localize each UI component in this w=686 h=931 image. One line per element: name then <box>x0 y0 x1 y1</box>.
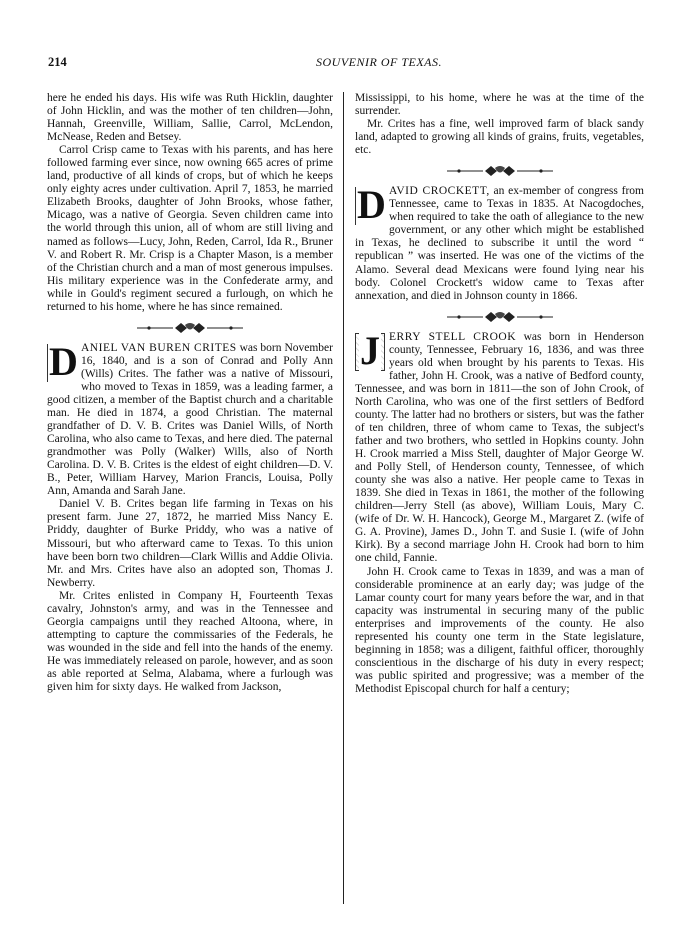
ornament-divider-icon <box>445 311 555 323</box>
page-number: 214 <box>48 55 67 69</box>
section-ornament <box>355 303 644 331</box>
ornament-divider-icon <box>445 165 555 177</box>
paragraph: Carrol Crisp came to Texas with his parents, and has here followed farming ever since, now owning 665 acres of prime land, productive of all kinds of crops, but of which he keeps only eighty acres under cultivation. April 7, 1853, he married Elizabeth Brooks, daughter of John Brooks, whose father, Micago, was a native of Georgia. Seven children came into the world through this union, all of whom are still living and named as follows—Lucy, John, Reden, Carrol, Ida R., Bruner V. and Robert R. Mr. Crisp is a Chapter Mason, is a member of the Christian church and a man of most generous impulses. His military experience was in the Confederate army, and while in Gould's regiment secured a furlough, on which he returned to his home, where he has since remained. <box>47 144 333 313</box>
paragraph: Mr. Crites has a fine, well improved farm of black sandy land, adapted to growing all kinds of grains, fruits, vegetables, etc. <box>355 118 644 157</box>
paragraph: John H. Crook came to Texas in 1839, and was a man of considerable prominence at an early day; was judge of the Lamar county court for many years before the war, and in that capacity was instrumental in securing many of the public enterprises and improvements of the county. He also represented his county one term in the State legislature, beginning in 1858; was a diligent, faithful officer, thoroughly conscientious in the discharge of his duty in every respect; was public spirited and progressive; was a member of the Methodist Episcopal church for half a century; <box>355 565 644 695</box>
entry-text: was born November 16, 1840, and is a son of Conrad and Polly Ann (Wills) Crites. The father was a native of Missouri, who moved to Texas in 1859, was a leading farmer, a good citizen, a member of the Baptist church and a charitable man. He died in 1874, a good Christian. The maternal grandfather of D. V. B. Crites was Daniel Wills, of North Carolina, who also came to Texas, and here died. The paternal grandmother was Polly (Walker) Wills, also of North Carolina. D. V. B. Crites is the eldest of eight children—D. V. B., Peter, William Harvey, Marion Francis, Louisa, Polly Ann, Amanda and Sarah Jane. <box>47 341 333 498</box>
column-divider <box>343 92 344 904</box>
section-ornament <box>47 314 333 342</box>
left-column <box>47 92 333 912</box>
paragraph: here he ended his days. His wife was Ruth Hicklin, daughter of John Hicklin, and was the mother of ten children—John, Hannah, Greenville, William, Sallie, Carrol, McLendon, McNease, Reden and Betsey. <box>47 92 333 144</box>
page-header <box>48 55 668 71</box>
drop-cap: J <box>355 333 385 371</box>
entry-crook <box>355 327 644 566</box>
drop-cap: D <box>357 182 386 228</box>
entry-name: ERRY STELL CROOK <box>389 330 517 343</box>
paragraph: Mr. Crites enlisted in Company H, Fourteenth Texas cavalry, Johnston's army, and was in the Tennessee and Georgia campaigns until they reached Altoona, where, in attempting to capture the commissaries of the Federals, he was wounded in the side and fell into the hands of the enemy. He was immediately released on parole, however, and as soon as able reported at Selma, Alabama, where a furlough was given him for sixty days. He walked from Jackson, <box>47 589 333 694</box>
entry-name: AVID CROCKETT, <box>389 185 490 198</box>
paragraph: Mississippi, to his home, where he was at the time of the surrender. <box>355 92 644 118</box>
paragraph: Daniel V. B. Crites began life farming in Texas on his present farm. June 27, 1872, he married Miss Nancy E. Priddy, daughter of Burke Priddy, who was a native of Missouri, but who afterward came to Texas. To this union have been born two children—Clark Willis and Addie Olivia. Mr. and Mrs. Crites have also an adopted son, Thomas J. Newberry. <box>47 498 333 589</box>
section-ornament <box>355 157 644 185</box>
entry-crites <box>47 338 333 499</box>
entry-text: an ex-member of congress from Tennessee, came to Texas in 1835. At Nacogdoches, when required to take the oath of allegiance to the new government, or any other which might be established in Texas, he declined to subscribe it until the word “ republican ” was inserted. He was one of the victims of the Alamo. Several dead Mexicans were found lying near his body. Colonel Crockett's widow came to Texas after annexation, and died in Johnson county in 1866. <box>355 185 644 302</box>
running-title: SOUVENIR OF TEXAS. <box>316 55 442 69</box>
right-column <box>355 92 644 912</box>
entry-text: was born in Henderson county, Tennessee, February 16, 1836, and was three years old when brought by his parents to Texas. His father, John H. Crook, was a native of Bedford county, Tennessee, and was born in 1811—the son of John Crook, of North Carolina, who was one of the first settlers of Bedford county. The latter had no brothers or sisters, but was the father of ten children, three of whom came to Texas, the subject's father and two brothers, who settled in Hopkins county. John H. Crook married a Miss Stell, daughter of Major George W. and Polly Stell, of Henderson county, Tennessee, of which county she was also a native. Her people came to Texas in 1839. She died in Texas in 1861, the mother of the following children—Jerry Stell (as above), William Louis, Mary C. (wife of Dr. W. H. Hancock), George M., Margaret Z. (wife of G. A. Provine), James D., John T. and Susie I. (wife of John Kirk). By a second marriage John H. Crook had born to him one child, Fannie. <box>355 330 644 565</box>
entry-name: ANIEL VAN BUREN CRITES <box>81 341 237 354</box>
ornament-divider-icon <box>135 322 245 334</box>
entry-crockett <box>355 182 644 302</box>
drop-cap: D <box>49 338 78 384</box>
